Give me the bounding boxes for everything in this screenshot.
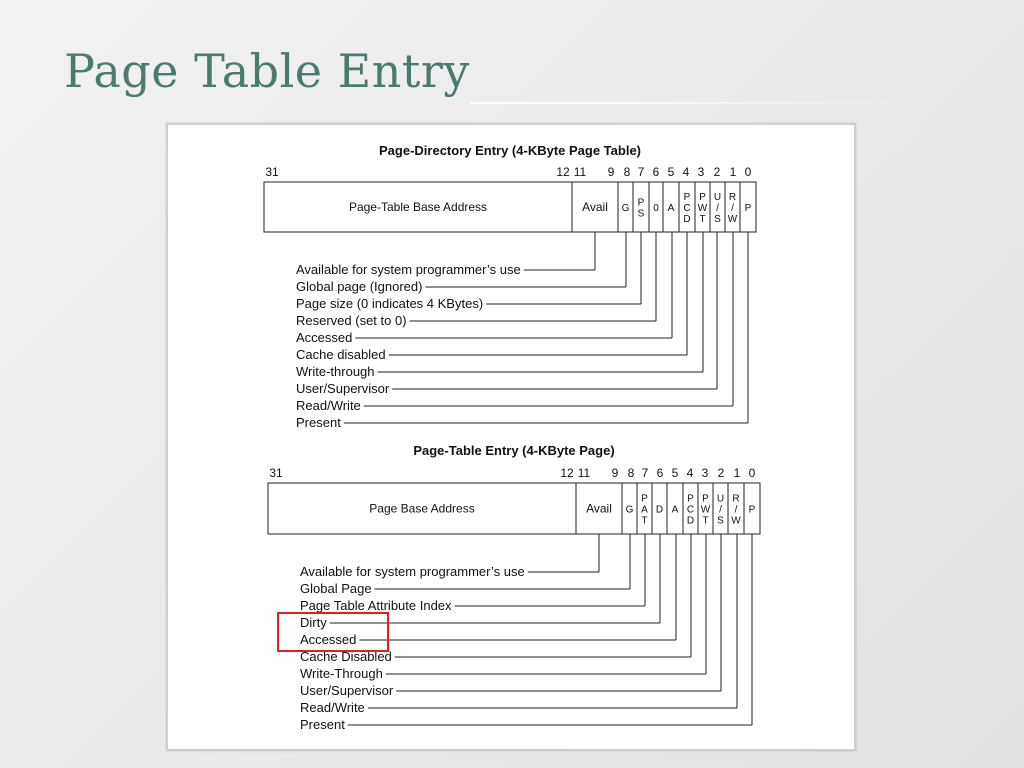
pde-field-label: P [744,203,752,214]
pde-legend-item: Page size (0 indicates 4 KBytes) [296,296,484,311]
pte-bit-number-31: 31 [269,466,283,480]
pde-field-label: 0 [653,203,659,214]
pte-field-label: U [716,493,725,505]
pde-legend-item: Cache disabled [296,347,386,362]
pde-bit-number-5: 5 [667,165,675,179]
pte-field-label: P [687,493,694,505]
slide-title: Page Table Entry [64,44,470,98]
pde-field-label: R [728,192,737,203]
pde-bit-number-6: 6 [652,165,660,179]
pte-field-label: R [732,493,740,505]
pde-field-label: P [637,197,645,209]
pte-field-label: P [748,504,756,516]
pde-bit-number-31: 31 [265,165,279,179]
pte-bit-number-9: 9 [611,466,619,480]
pde-field-label: P [683,192,691,203]
pte-field-label: D [686,515,695,527]
pde-field-label: C [683,203,691,214]
pte-legend-item: Write-Through [300,666,383,681]
pde-legend-item: Available for system programmer’s use [296,262,521,277]
pde-legend-item: Accessed [296,330,353,345]
pte-bit-number-1: 1 [733,466,741,480]
pde-bit-number-4: 4 [682,165,690,179]
pte-bit-number-0: 0 [748,466,756,480]
pde-field-label: U [713,192,722,203]
pde-field-label: / [716,203,719,214]
pte-legend-item: Cache Disabled [300,649,392,664]
pde-field-label: P [699,192,706,203]
pte-field-label: C [686,504,695,516]
pte-field-label: T [641,515,648,527]
pte-field-label: A [671,504,679,516]
pte-field-label: / [734,504,738,516]
pte-bit-number-11: 11 [577,466,591,480]
pte-field-label: P [702,493,709,505]
pte-bit-number-12: 12 [560,466,574,480]
pte-legend-item: Available for system programmer’s use [300,564,525,579]
pde-bit-number-9: 9 [607,165,615,179]
pte-field-label: P [641,493,648,505]
pte-legend-item: Dirty [300,615,327,630]
pde-field-label: W [727,214,738,225]
pde-legend-item: Global page (Ignored) [296,279,423,294]
pde-legend-item: User/Supervisor [296,381,390,396]
pde-legend-item: Read/Write [296,398,361,413]
pde-legend-item: Present [296,415,341,430]
pde-field-label: D [683,214,691,225]
pte-legend-item: Global Page [300,581,372,596]
pte-heading: Page-Table Entry (4-KByte Page) [413,443,615,458]
pde-field-label: G [621,203,630,214]
pte-field-label: G [625,504,634,516]
pde-bit-number-3: 3 [697,165,705,179]
pde-field-label: S [637,208,645,220]
pde-heading: Page-Directory Entry (4-KByte Page Table) [379,143,641,158]
pte-legend-item: Read/Write [300,700,365,715]
pte-field-label: W [700,504,711,516]
pte-bit-number-3: 3 [701,466,709,480]
pte-bit-number-4: 4 [686,466,694,480]
pde-bit-number-7: 7 [637,165,645,179]
pde-legend-item: Write-through [296,364,375,379]
pde-register-box [264,182,756,232]
pte-legend-item: Present [300,717,345,732]
pde-field-label: Page-Table Base Address [348,200,488,214]
pde-field-label: A [667,203,675,214]
pde-field-label: S [714,214,721,225]
pte-legend-item: User/Supervisor [300,683,394,698]
pte-legend-item: Accessed [300,632,357,647]
pte-bit-number-8: 8 [627,466,635,480]
pte-field-label: S [717,515,724,527]
pte-bit-number-6: 6 [656,466,664,480]
pte-bit-number-2: 2 [717,466,725,480]
pte-field-label: T [702,515,709,527]
dirty-accessed-highlight [277,612,389,652]
pte-bit-number-7: 7 [641,466,649,480]
pte-field-label: Page Base Address [369,501,475,516]
pte-field-label: / [719,504,722,516]
pde-bit-number-12: 12 [556,165,570,179]
pte-field-label: D [655,504,664,516]
pde-legend-item: Reserved (set to 0) [296,313,407,328]
pde-field-label: T [699,214,706,225]
pde-bit-number-0: 0 [744,165,752,179]
pte-field-label: Avail [586,501,612,516]
pte-legend-item: Page Table Attribute Index [300,598,452,613]
pde-field-label: Avail [582,200,608,214]
pte-bit-number-5: 5 [671,466,679,480]
pde-bit-number-8: 8 [623,165,631,179]
pte-field-label: A [641,504,648,516]
pde-bit-number-1: 1 [729,165,737,179]
pde-bit-number-11: 11 [573,165,587,179]
pde-field-label: / [731,203,734,214]
pde-bit-number-2: 2 [713,165,721,179]
pte-field-label: W [731,515,741,527]
pde-field-label: W [697,203,708,214]
